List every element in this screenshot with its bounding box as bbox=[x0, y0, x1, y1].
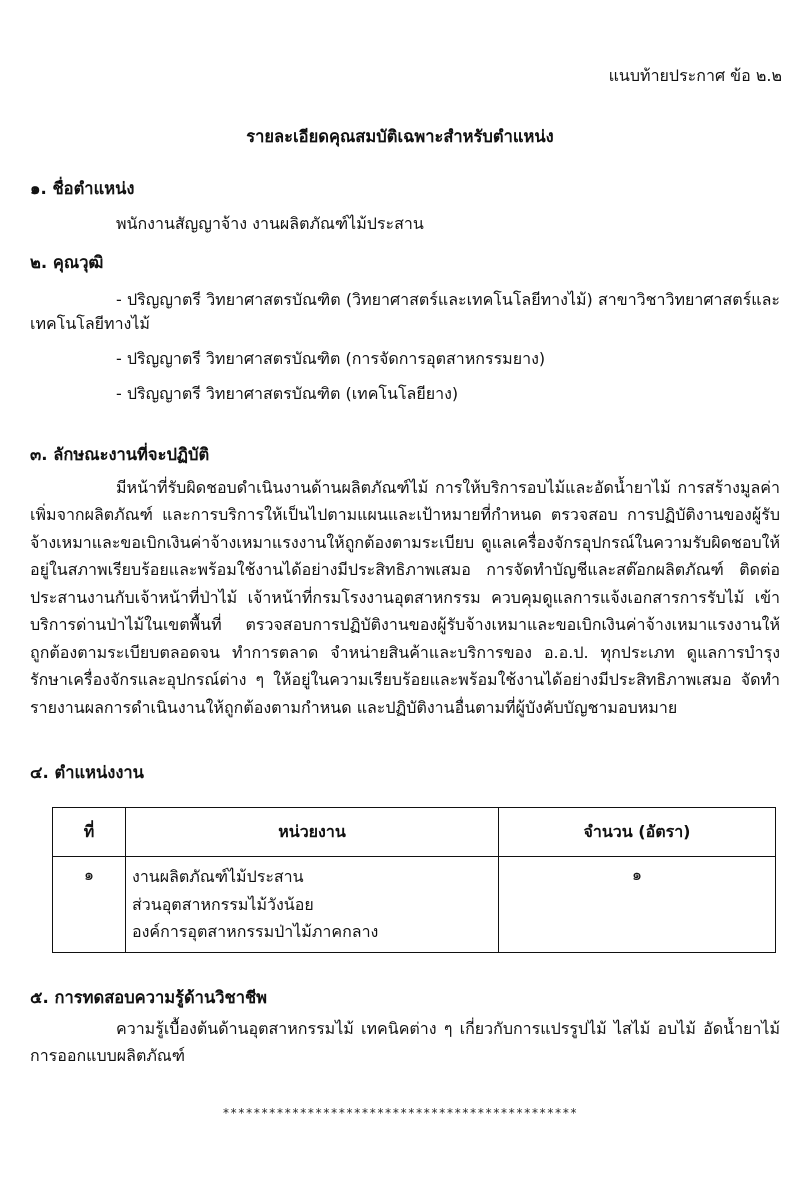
table-row bbox=[53, 857, 776, 953]
row-amount: ๑ bbox=[499, 857, 776, 953]
section-3-heading: ๓. ลักษณะงานที่จะปฏิบัติ bbox=[30, 445, 210, 464]
section-1-heading: ๑. ชื่อตำแหน่ง bbox=[30, 179, 135, 198]
header-no: ที่ bbox=[53, 808, 126, 857]
annex-reference: แนบท้ายประกาศ ข้อ ๒.๒ bbox=[608, 66, 782, 85]
row-unit bbox=[126, 857, 499, 953]
professional-test-text: ความรู้เบื้องต้นด้านอุตสาหกรรมไม้ เทคนิคต่าง ๆ เกี่ยวกับการแปรรูปไม้ ไสไม้ อบไม้ อัดน้ำยาไม้ การออกแบบผลิตภัณฑ์ bbox=[30, 1018, 780, 1066]
header-unit: หน่วยงาน bbox=[126, 808, 499, 857]
section-job-description bbox=[30, 442, 780, 721]
qualification-item: - ปริญญาตรี วิทยาศาสตรบัณฑิต (เทคโนโลยียาง) bbox=[116, 383, 459, 403]
section-qualifications bbox=[30, 250, 780, 417]
job-description-text: มีหน้าที่รับผิดชอบดำเนินงานด้านผลิตภัณฑ์ไม้ การให้บริการอบไม้และอัดน้ำยาไม้ การสร้างมูลค่าเพิ่มจากผลิตภัณฑ์ และการบริการให้เป็นไปตามแผนและเป้าหมายที่กำหนด ตรวจสอบ การปฏิบัติงานของผู้รับจ้างเหมาและขอเบิกเงินค่าจ้างเหมาแรงงานให้ถูกต้องตามระเบียบ ดูแลเครื่องจักรอุปกรณ์ในความรับผิดชอบให้อยู่ในสภาพเรียบร้อยและพร้อมใช้งานได้อย่างมีประสิทธิภาพเสมอ การจัดทำบัญชีและสต๊อกผลิตภัณฑ์ ติดต่อประสานงานกับเจ้าหน้าที่ป่าไม้ เจ้าหน้าที่กรมโรงงานอุตสาหกรรม ควบคุมดูแลการแจ้งเอกสารการรับไม้ เข้าบริการด่านป่าไม้ในเขตพื้นที่ ตรวจสอบการปฏิบัติงานของผู้รับจ้างเหมาและขอเบิกเงินค่าจ้างเหมาแรงงานให้ถูกต้องตามระเบียบตลอดจน ทำการตลาด จำหน่ายสินค้าและบริการของ อ.อ.ป. ทุกประเภท ดูแลการบำรุงรักษาเครื่องจักรและอุปกรณ์ต่าง ๆ ให้อยู่ในความเรียบร้อยและพร้อมใช้งานได้อย่างมีประสิทธิภาพเสมอ จัดทำรายงานผลการดำเนินงานให้ถูกต้องตามกำหนด และปฏิบัติงานอื่นตามที่ผู้บังคับบัญชามอบหมาย bbox=[30, 477, 780, 717]
unit-line: ส่วนอุตสาหกรรมไม้วังน้อย bbox=[132, 894, 314, 914]
qualification-item: - ปริญญาตรี วิทยาศาสตรบัณฑิต (การจัดการอุตสาหกรรมยาง) bbox=[116, 349, 546, 369]
table-header-row bbox=[53, 808, 776, 857]
document-title: รายละเอียดคุณสมบัติเฉพาะสำหรับตำแหน่ง bbox=[246, 127, 554, 146]
qualification-item: - ปริญญาตรี วิทยาศาสตรบัณฑิต (วิทยาศาสตร์และเทคโนโลยีทางไม้) สาขาวิชาวิทยาศาสตร์และเทคโนโลยีทางไม้ bbox=[30, 289, 780, 334]
header-amount: จำนวน (อัตรา) bbox=[499, 808, 776, 857]
positions-table bbox=[52, 807, 776, 953]
qualification-list bbox=[30, 288, 780, 407]
section-job-positions bbox=[30, 760, 780, 786]
position-name: พนักงานสัญญาจ้าง งานผลิตภัณฑ์ไม้ประสาน bbox=[116, 213, 424, 233]
section-position-name bbox=[30, 176, 780, 236]
unit-line: องค์การอุตสาหกรรมป่าไม้ภาคกลาง bbox=[132, 922, 379, 942]
section-2-heading: ๒. คุณวุฒิ bbox=[30, 253, 104, 272]
footer-separator: ********************************************** bbox=[222, 1106, 578, 1120]
unit-line: งานผลิตภัณฑ์ไม้ประสาน bbox=[132, 867, 304, 886]
section-4-heading: ๔. ตำแหน่งงาน bbox=[30, 763, 144, 782]
section-professional-test bbox=[30, 985, 780, 1070]
section-5-heading: ๕. การทดสอบความรู้ด้านวิชาชีพ bbox=[30, 988, 268, 1007]
row-no: ๑ bbox=[53, 857, 126, 953]
